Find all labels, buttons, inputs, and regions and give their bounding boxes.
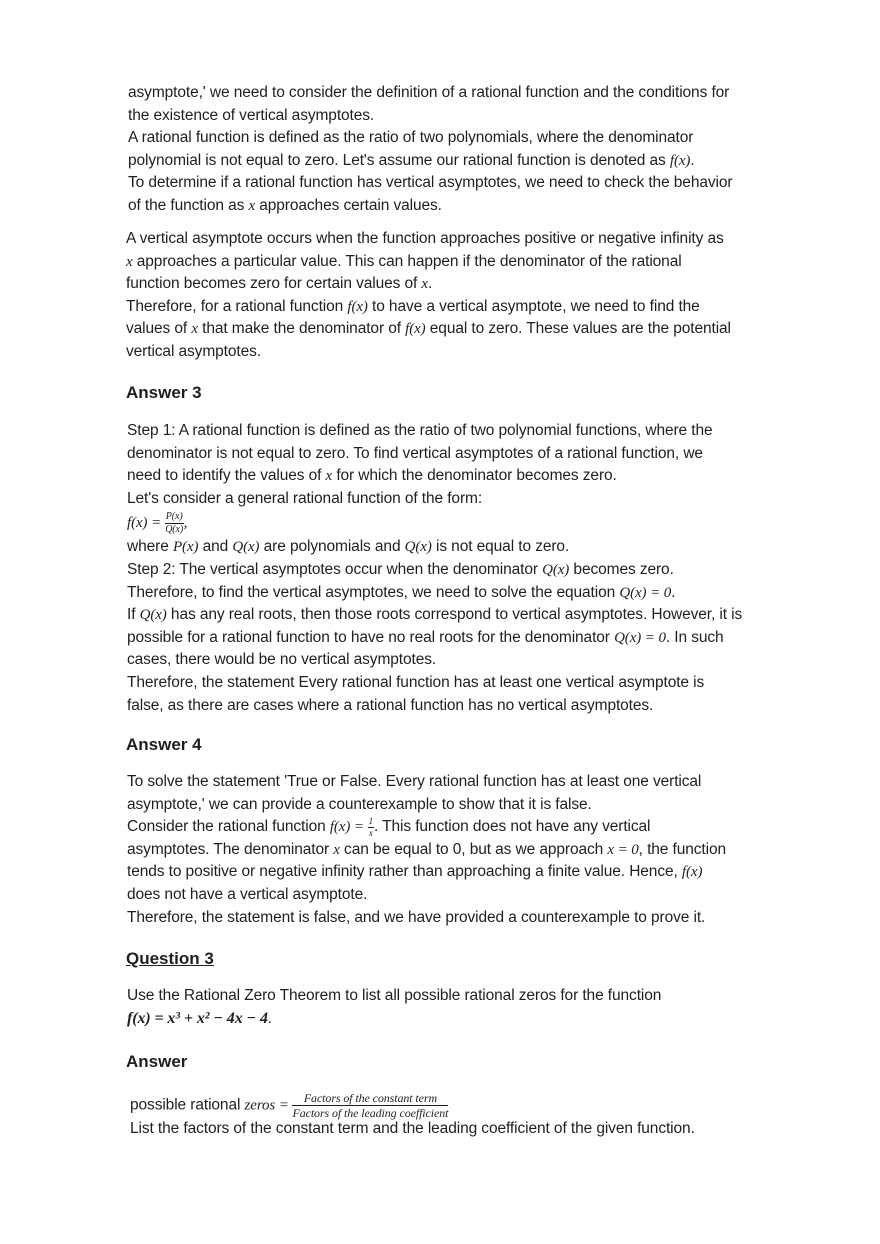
text: of the function as [128, 196, 249, 214]
text-line: A rational function is defined as the ratio of two polynomials, where the denominator [128, 129, 694, 147]
text: where [127, 538, 173, 556]
text-line: asymptote,' we need to consider the definition of a rational function and the conditions for [128, 84, 730, 101]
paragraph-vertical-asymptote [126, 228, 826, 364]
text-line [128, 150, 828, 173]
math-fx: f(x) = [329, 819, 368, 836]
paragraph-question-3 [127, 985, 827, 1030]
text: . [267, 1010, 272, 1027]
paragraph-answer-4 [127, 771, 827, 929]
text: becomes zero. [569, 560, 674, 578]
text: , the function [638, 840, 727, 858]
text: . This function does not have any vertical [373, 818, 651, 836]
math-fx: f(x) [669, 152, 691, 169]
fraction-denominator: Q(x) [165, 523, 184, 535]
text: is not equal to zero. [431, 538, 570, 556]
text: tends to positive or negative infinity rather than approaching a finite value. Hence, [127, 863, 682, 881]
text-line: Step 1: A rational function is defined as the ratio of two polynomial functions, where the [127, 422, 713, 439]
text: and [198, 538, 233, 556]
text-line [126, 318, 826, 341]
text: for which the denominator becomes zero. [332, 467, 617, 485]
text-line [127, 816, 827, 839]
heading-answer-4: Answer 4 [126, 735, 202, 754]
fraction-denominator: x [368, 827, 373, 838]
text: If [127, 606, 140, 624]
text: function becomes zero for certain values of [126, 275, 422, 293]
text-line: does not have a vertical asymptote. [127, 885, 368, 903]
text-line: To determine if a rational function has vertical asymptotes, we need to check the behavior [128, 174, 733, 192]
text: values of [126, 320, 192, 338]
math-qx: Q(x) [404, 539, 432, 556]
text: need to identify the values of [127, 467, 326, 485]
math-x: x [191, 321, 198, 338]
text: approaches certain values. [255, 196, 442, 214]
text-line [127, 861, 827, 884]
heading-question-3: Question 3 [126, 949, 214, 968]
text: Consider the rational function [127, 818, 330, 836]
math-x: x [248, 197, 256, 214]
text: , [183, 515, 188, 532]
text-line: vertical asymptotes. [126, 342, 261, 360]
math-qx: Q(x) [232, 539, 260, 556]
text: possible for a rational function to have no real roots for the denominator [127, 628, 615, 646]
text: that make the denominator of [197, 320, 406, 338]
text-line [126, 273, 826, 296]
math-zeros: zeros = [244, 1097, 293, 1114]
math-qx: Q(x) [139, 607, 167, 624]
math-x: x [325, 468, 333, 485]
text-line [127, 604, 827, 627]
text-line [127, 536, 827, 559]
fraction [292, 1092, 448, 1119]
text: has any real roots, then those roots correspond to vertical asymptotes. However, it is [166, 606, 743, 624]
text-line [127, 465, 827, 488]
paragraph-answer-3 [127, 420, 827, 717]
text-line [127, 839, 827, 862]
text: approaches a particular value. This can happen if the denominator of the rational [132, 252, 682, 270]
text-line: asymptote,' we can provide a counterexample to show that it is false. [127, 795, 592, 813]
heading-answer: Answer [126, 1052, 188, 1071]
text: polynomial is not equal to zero. Let's assume our rational function is denoted as [128, 151, 670, 169]
text-line: the existence of vertical asymptotes. [128, 106, 375, 124]
formula-line [130, 1092, 830, 1118]
math-qx: Q(x) [542, 561, 570, 578]
math-equation: Q(x) = 0 [619, 584, 672, 601]
text: . [690, 151, 695, 169]
text: Therefore, for a rational function [126, 297, 348, 315]
text: equal to zero. These values are the potential [425, 320, 731, 338]
text-line: Use the Rational Zero Theorem to list all possible rational zeros for the function [127, 987, 662, 1004]
text: possible rational [130, 1096, 245, 1114]
text-line: To solve the statement 'True or False. Every rational function has at least one vertical [127, 773, 702, 790]
text-line: Therefore, the statement is false, and we have provided a counterexample to prove it. [127, 908, 706, 926]
math-polynomial: f(x) = x³ + x² − 4x − 4 [127, 1009, 268, 1027]
paragraph-rational-definition [128, 82, 828, 218]
math-x: x [333, 841, 340, 858]
heading-answer-3: Answer 3 [126, 383, 202, 402]
math-fx: f(x) [347, 298, 368, 315]
fraction-numerator: P(x) [165, 510, 183, 522]
fraction-numerator: 1 [368, 815, 373, 826]
fraction-denominator: Factors of the leading coefficient [292, 1106, 449, 1120]
math-x: x [126, 253, 133, 270]
text-line [128, 195, 828, 218]
math-equation: Q(x) = 0 [614, 629, 666, 646]
text-line: cases, there would be no vertical asymptotes. [127, 651, 437, 669]
math-px: P(x) [172, 539, 199, 556]
text-line: denominator is not equal to zero. To find vertical asymptotes of a rational function, we [127, 444, 703, 462]
text-line [126, 251, 826, 274]
math-fx: f(x) = [127, 515, 165, 532]
text: are polynomials and [259, 538, 405, 556]
fraction-numerator: Factors of the constant term [292, 1092, 448, 1106]
text-line: A vertical asymptote occurs when the function approaches positive or negative infinity as [126, 230, 724, 247]
text-line: Let's consider a general rational function of the form: [127, 489, 483, 507]
text-line [127, 1008, 827, 1031]
text: to have a vertical asymptote, we need to find the [367, 297, 700, 315]
text-line [127, 582, 827, 605]
text-line [127, 559, 827, 582]
math-equation: x = 0 [607, 841, 639, 858]
text: . [427, 275, 433, 293]
paragraph-answer [130, 1092, 830, 1141]
text: can be equal to 0, but as we approach [339, 840, 608, 858]
text: Step 2: The vertical asymptotes occur when the denominator [127, 560, 543, 578]
text: Therefore, to find the vertical asymptotes, we need to solve the equation [127, 583, 620, 601]
text-line [127, 627, 827, 650]
text: . [671, 583, 676, 601]
text: . In such [665, 628, 724, 646]
text: asymptotes. The denominator [127, 840, 334, 858]
text-line: List the factors of the constant term and the leading coefficient of the given function. [130, 1120, 695, 1137]
fraction [165, 512, 184, 535]
text-line [126, 296, 826, 319]
math-x: x [421, 276, 428, 293]
formula-line [127, 510, 827, 536]
math-fx: f(x) [681, 864, 703, 881]
text-line: Therefore, the statement Every rational function has at least one vertical asymptote is [127, 673, 705, 691]
math-fx: f(x) [405, 321, 426, 338]
text-line: false, as there are cases where a rational function has no vertical asymptotes. [127, 696, 654, 714]
